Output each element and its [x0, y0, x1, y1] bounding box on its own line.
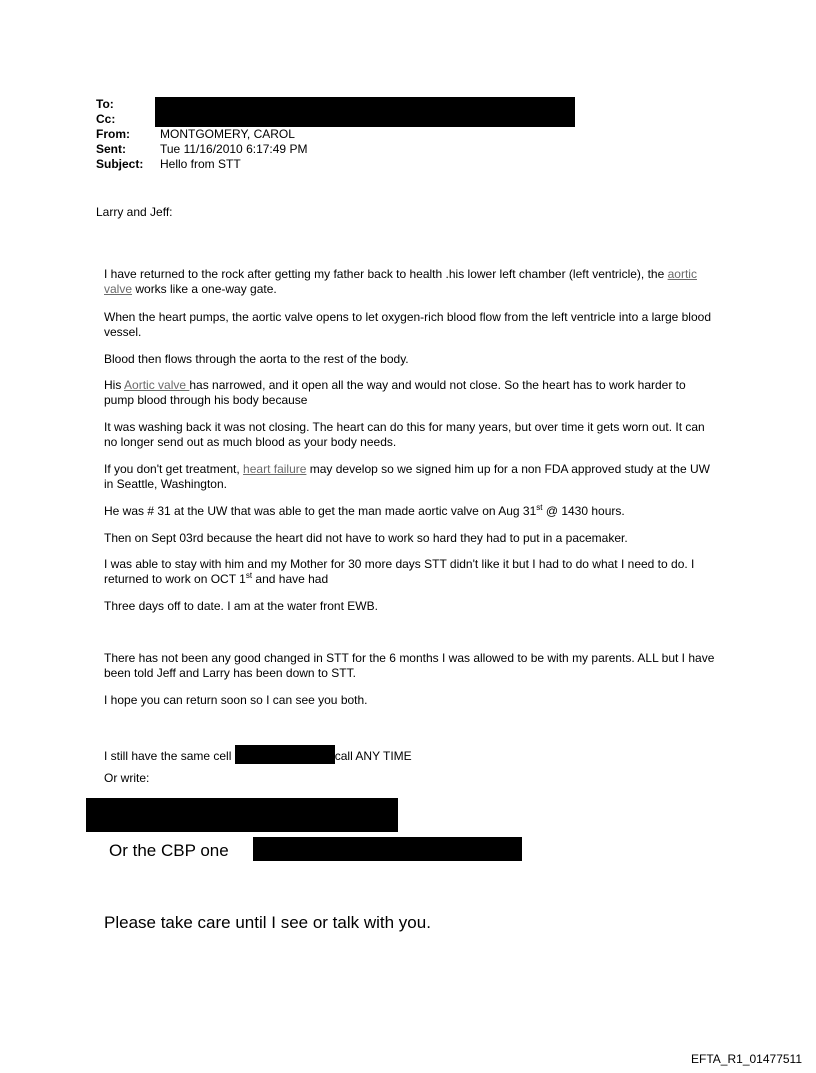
cc-label: Cc: — [96, 112, 116, 126]
paragraph-11: There has not been any good changed in STT for the 6 months I was allowed to be with my parents. ALL but I have been told Jeff and Larry has been down to STT. — [104, 651, 715, 680]
paragraph-5: It was washing back it was not closing. The heart can do this for many years, but over time it gets worn out. It can no longer send out as much blood as your body needs. — [104, 420, 705, 449]
paragraph-6: If you don't get treatment, heart failure may develop so we signed him up for a non FDA approved study at the UW in Seattle, Washington. — [104, 462, 710, 491]
paragraph-8: Then on Sept 03rd because the heart did not have to work so hard they had to put in a pacemaker. — [104, 531, 628, 545]
sent-label: Sent: — [96, 142, 126, 156]
cell-number-redaction — [235, 745, 335, 764]
footer-document-id: EFTA_R1_01477511 — [691, 1052, 802, 1066]
cbp-line: Or the CBP one — [109, 841, 229, 860]
paragraph-3: Blood then flows through the aorta to the rest of the body. — [104, 352, 409, 366]
subject-value: Hello from STT — [160, 157, 241, 171]
paragraph-14: Or write: — [104, 771, 150, 785]
paragraph-10: Three days off to date. I am at the water front EWB. — [104, 599, 378, 613]
paragraph-13: I still have the same cell call ANY TIME — [104, 745, 716, 764]
subject-label: Subject: — [96, 157, 144, 171]
recipients-redaction — [155, 97, 575, 127]
from-value: MONTGOMERY, CAROL — [160, 127, 295, 141]
heart-failure-link[interactable]: heart failure — [243, 462, 307, 476]
paragraph-1: I have returned to the rock after getting my father back to health .his lower left chamber (left ventricle), the aortic valve works like a one-way gate. — [104, 267, 697, 296]
paragraph-9: I was able to stay with him and my Mother for 30 more days STT didn't like it but I had to do what I need to do. I returned to work on OCT 1st and have had — [104, 557, 695, 586]
salutation: Larry and Jeff: — [96, 205, 173, 219]
sent-value: Tue 11/16/2010 6:17:49 PM — [160, 142, 308, 156]
from-label: From: — [96, 127, 130, 141]
address-redaction — [86, 798, 398, 832]
to-label: To: — [96, 97, 114, 111]
paragraph-4: His Aortic valve has narrowed, and it open all the way and would not close. So the heart has to work harder to pump blood through his body because — [104, 378, 686, 407]
paragraph-2: When the heart pumps, the aortic valve opens to let oxygen-rich blood flow from the left ventricle into a large blood vessel. — [104, 310, 711, 339]
aortic-valve-link-2[interactable]: Aortic valve — [124, 378, 190, 392]
paragraph-12: I hope you can return soon so I can see you both. — [104, 693, 368, 707]
cbp-redaction — [253, 837, 522, 861]
closing-line: Please take care until I see or talk with you. — [104, 913, 431, 932]
aortic-valve-link[interactable]: aortic valve — [104, 267, 697, 296]
paragraph-7: He was # 31 at the UW that was able to get the man made aortic valve on Aug 31st @ 1430 hours. — [104, 503, 625, 518]
